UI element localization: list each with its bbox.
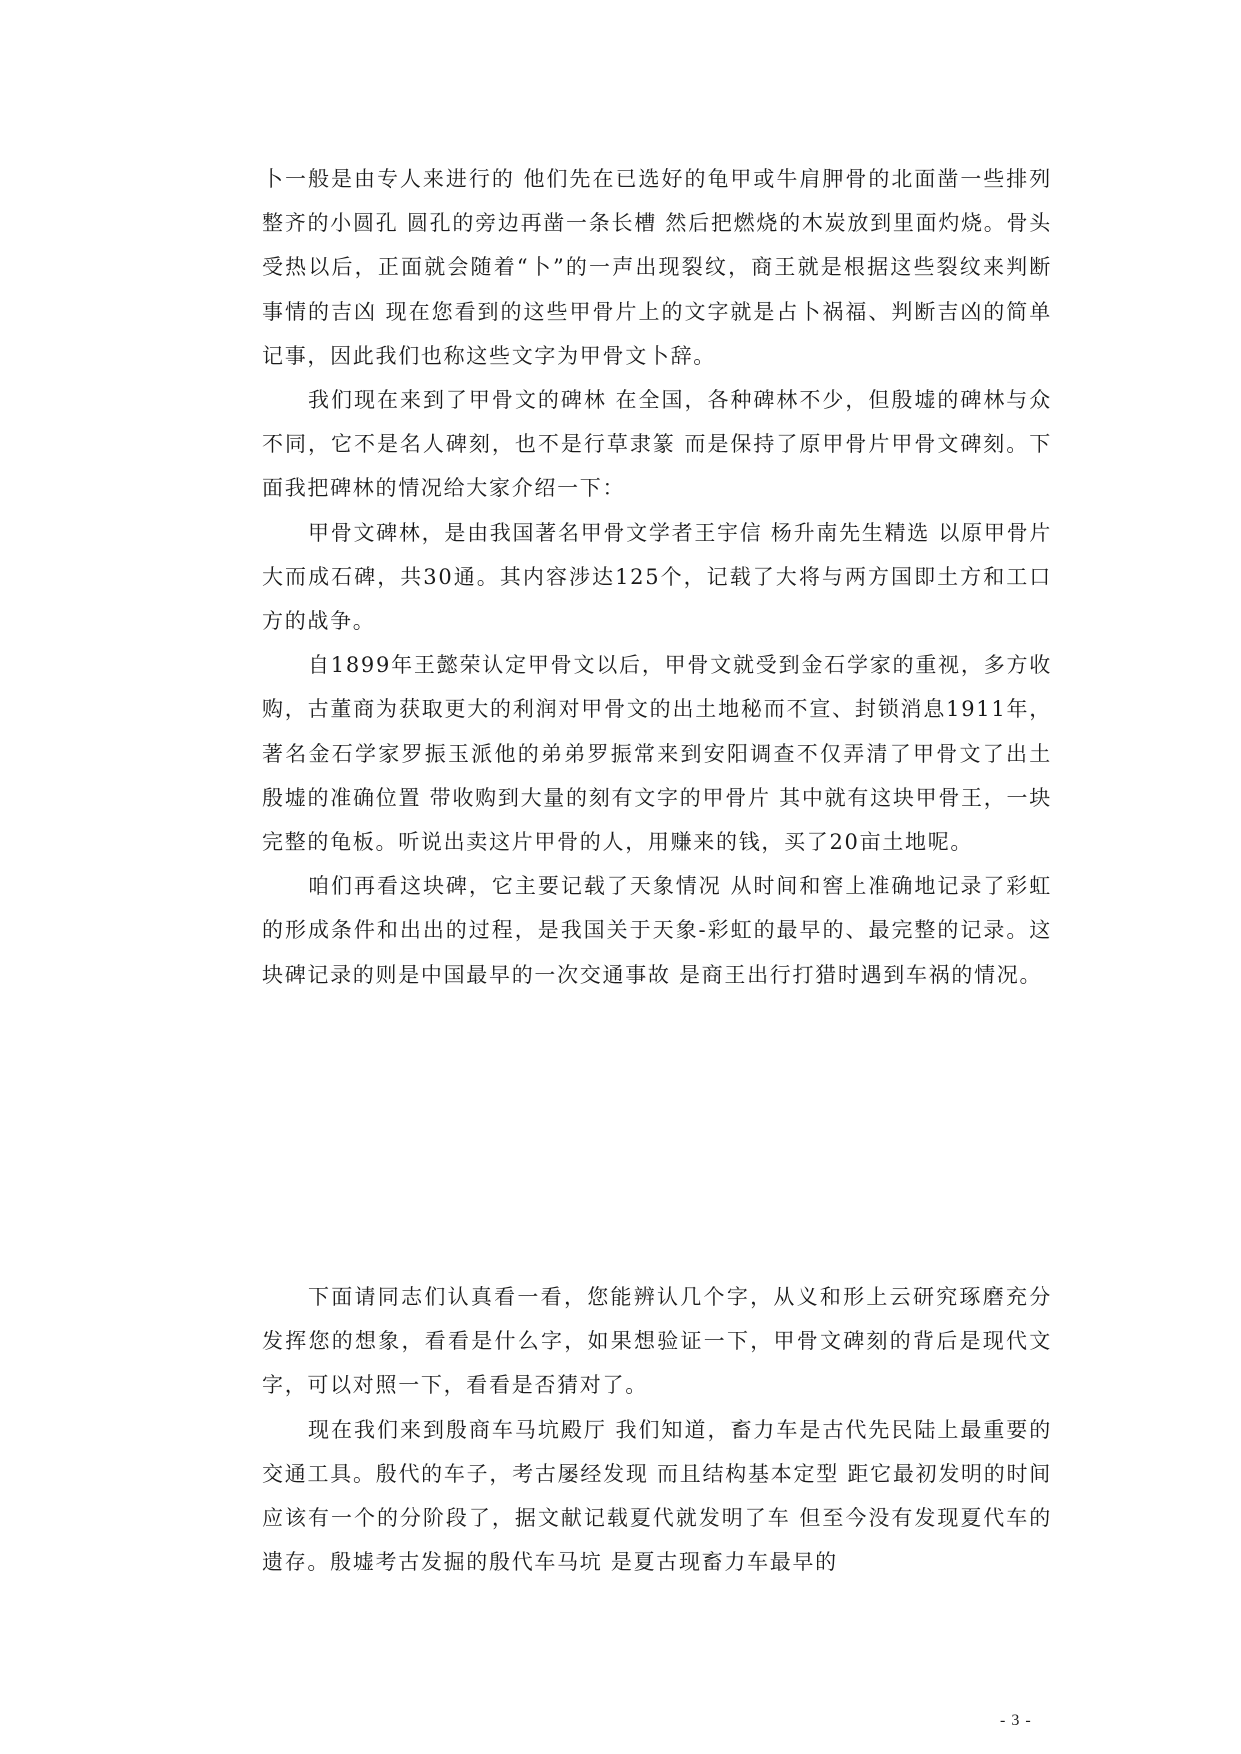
paragraph-character-recognition: 下面请同志们认真看一看，您能辨认几个字，从义和形上云研究琢磨充分发挥您的想象，看看是什么字，如果想验证一下，甲骨文碑刻的背后是现代文字，可以对照一下，看看是否猜对了。	[262, 1285, 1052, 1398]
paragraph-divination-process: 卜一般是由专人来进行的 他们先在已选好的龟甲或牛肩胛骨的北面凿一些排列整齐的小圆孔 圆孔的旁边再凿一条长槽 然后把燃烧的木炭放到里面灼烧。骨头受热以后，正面就会随着“卜”的一声出现裂纹，商王就是根据这些裂纹来判断事情的吉凶 现在您看到的这些甲骨片上的文字就是占卜祸福、判断吉凶的简单记事，因此我们也称这些文字为甲骨文卜辞。	[262, 167, 1052, 368]
text-block-upper	[262, 157, 1052, 997]
paragraph-chariot-pit-hall: 现在我们来到殷商车马坑殿厅 我们知道，畜力车是古代先民陆上最重要的交通工具。殷代的车子，考古屡经发现 而且结构基本定型 距它最初发明的时间应该有一个的分阶段了，据文献记载夏代就发明了车 但至今没有发现夏代车的遗存。殷墟考古发掘的殷代车马坑 是夏古现畜力车最早的	[262, 1417, 1052, 1575]
paragraph-rainbow-stele: 咱们再看这块碑，它主要记载了天象情况 从时间和窖上准确地记录了彩虹的形成条件和出出的过程，是我国关于天象-彩虹的最早的、最完整的记录。这块碑记录的则是中国最早的一次交通事故 是商王出行打猎时遇到车祸的情况。	[262, 874, 1052, 987]
text-block-lower	[262, 1275, 1052, 1584]
paragraph-stele-forest-details: 甲骨文碑林，是由我国著名甲骨文学者王宇信 杨升南先生精选 以原甲骨片大而成石碑，共30通。其内容涉达125个，记载了大将与两方国即土方和工口方的战争。	[262, 520, 1052, 634]
paragraph-oracle-bone-history: 自1899年王懿荣认定甲骨文以后，甲骨文就受到金石学家的重视，多方收购，古董商为获取更大的利润对甲骨文的出土地秘而不宣、封锁消息1911年，著名金石学家罗振玉派他的弟弟罗振常来到安阳调查不仅弄清了甲骨文了出土殷墟的准确位置 带收购到大量的刻有文字的甲骨片 其中就有这块甲骨王，一块完整的龟板。听说出卖这片甲骨的人，用赚来的钱，买了20亩土地呢。	[262, 653, 1052, 855]
paragraph-stele-forest-intro: 我们现在来到了甲骨文的碑林 在全国，各种碑林不少，但殷墟的碑林与众不同，它不是名人碑刻，也不是行草隶篆 而是保持了原甲骨片甲骨文碑刻。下面我把碑林的情况给大家介绍一下：	[262, 388, 1052, 501]
page-number: - 3 -	[1000, 1712, 1032, 1729]
